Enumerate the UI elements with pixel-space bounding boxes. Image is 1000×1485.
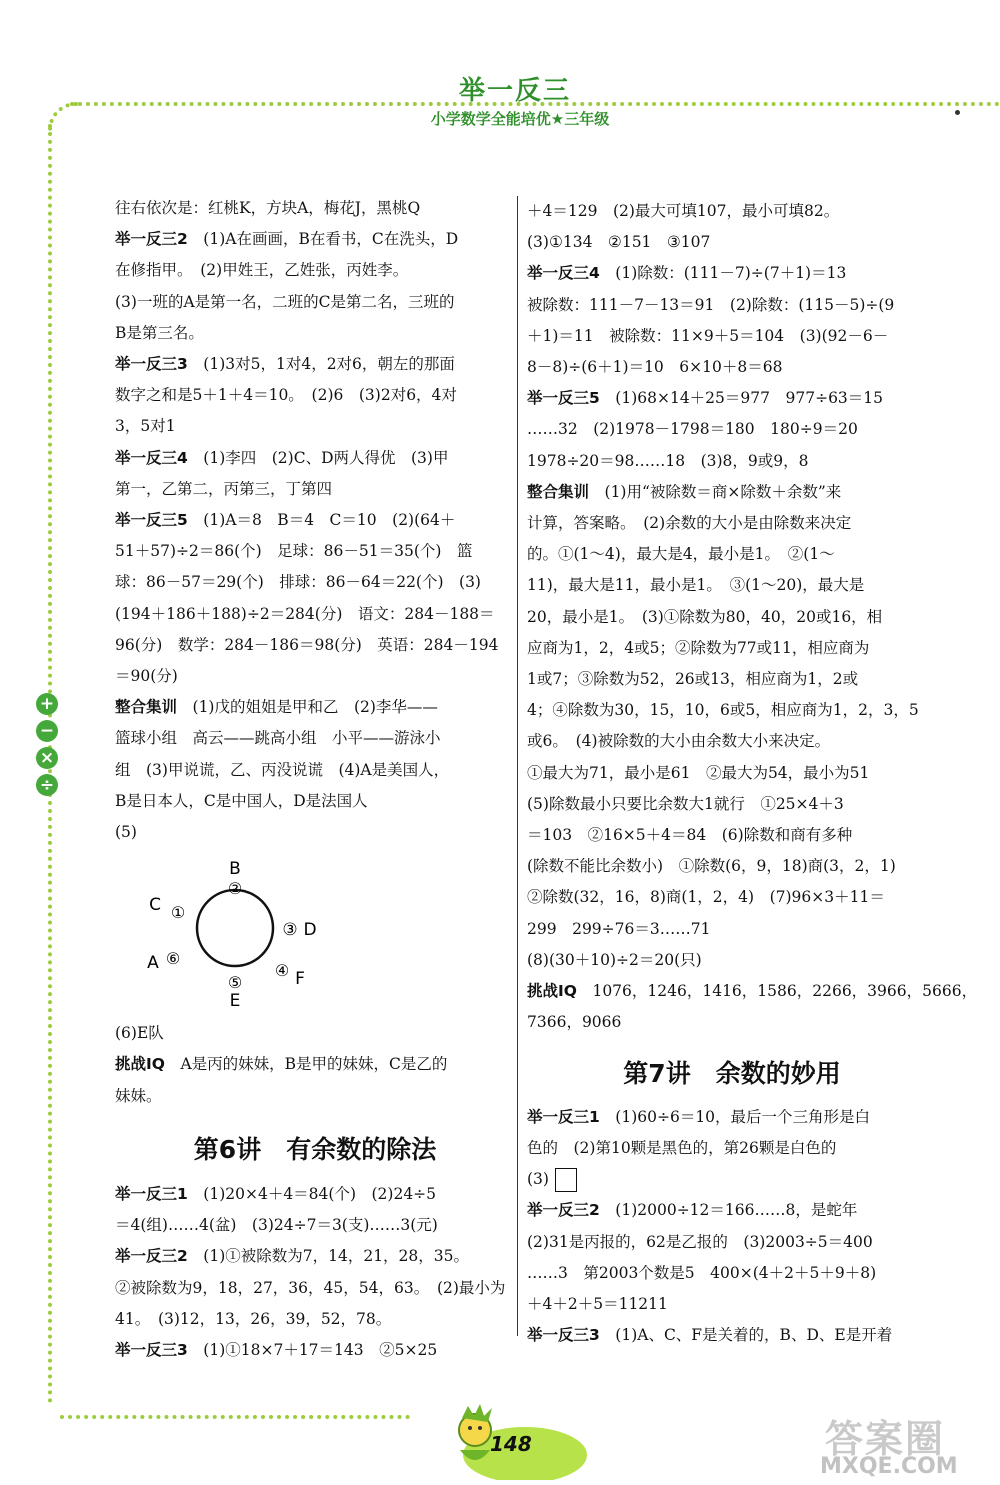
right-column: [527, 196, 978, 1351]
section-label: 挑战IQ: [115, 1055, 165, 1074]
section-text: (1)A、C、F是关着的，B、D、E是开着: [599, 1326, 893, 1345]
answer-line: 或6。 (4)被除数的大小由余数大小来决定。: [527, 732, 831, 751]
answer-line: 8－8)÷(6＋1)＝10 6×10＋8＝68: [527, 358, 783, 377]
answer-line: (8)(30＋10)÷2＝20(只): [527, 950, 702, 969]
section-text: (1)用“被除数＝商×除数＋余数”来: [589, 482, 842, 501]
answer-line: [527, 258, 937, 289]
answer-line: ＋1)＝11 被除数：11×9＋5＝104 (3)(92－6－: [527, 326, 889, 345]
answer-line: [115, 1049, 515, 1080]
answer-line: 第一，乙第二，丙第三，丁第四: [115, 479, 333, 498]
answer-line: [115, 505, 515, 536]
answer-line: ＋4＋2＋5＝11211: [527, 1294, 668, 1313]
answer-line: ……32 (2)1978－1798＝180 180÷9＝20: [527, 420, 858, 439]
column-divider: [517, 196, 518, 1336]
circle-diagram: [115, 848, 515, 1018]
answer-line: [115, 692, 515, 723]
lecture-6-answers: [115, 1179, 515, 1366]
answer-line: ＝90(分): [115, 667, 178, 686]
circle-diagram-svg: [145, 848, 345, 1018]
answer-line: 4；④除数为30，15，10，6或5，相应商为1，2，3，5: [527, 701, 919, 720]
answer-line: [115, 1335, 515, 1366]
section-text: (1)除数：(111－7)÷(7＋1)＝13: [599, 264, 847, 283]
plus-icon: +: [36, 693, 58, 715]
answer-line: 数字之和是5＋1＋4＝10。 (2)6 (3)2对6，4对: [115, 386, 457, 405]
diagram-number-3: ③: [282, 920, 298, 941]
answer-line: 3，5对1: [115, 417, 176, 436]
series-title: 举一反三: [458, 76, 571, 106]
answer-line: ②除数(32，16，8)商(1，2，4) (7)96×3＋11＝: [527, 888, 885, 907]
square-shape: [555, 1168, 577, 1192]
answer-line: 计算，答案略。 (2)余数的大小是由除数来决定: [527, 514, 852, 533]
answer-line: 299 299÷76＝3……71: [527, 919, 711, 938]
box-prefix: (3): [527, 1170, 549, 1189]
answer-line: [115, 1241, 515, 1272]
operator-icons: [36, 693, 66, 801]
answer-line: ＝103 ②16×5＋4＝84 (6)除数和商有多种: [527, 826, 853, 845]
answer-line: (2)31是丙报的，62是乙报的 (3)2003÷5＝400: [527, 1232, 873, 1251]
section-label: 举一反三1: [115, 1185, 188, 1204]
section-text: (1)A在画画，B在看书，C在洗头，D: [187, 230, 459, 249]
lecture-6-heading: 第6讲 有余数的除法: [193, 1134, 437, 1164]
answer-line: 7366，9066: [527, 1013, 622, 1032]
answer-line: [115, 224, 515, 255]
answer-line: B是第三名。: [115, 323, 204, 342]
left-after-answers: [115, 1018, 515, 1112]
answer-line: 在修指甲。 (2)甲姓王，乙姓张，丙姓李。: [115, 261, 409, 280]
answer-line: ①最大为71，最小是61 ②最大为54，最小为51: [527, 763, 870, 782]
answer-line: (5): [115, 823, 137, 842]
answer-line: 51＋57)÷2＝86(个) 足球：86－51＝35(个) 篮: [115, 542, 473, 561]
answer-line: 96(分) 数学：284－186＝98(分) 英语：284－194: [115, 635, 499, 654]
section-text: (1)戊的姐姐是甲和乙 (2)李华——: [177, 698, 438, 717]
section-label: 挑战IQ: [527, 982, 577, 1001]
diagram-letter-b: B: [229, 859, 241, 880]
diagram-letter-f: F: [295, 969, 305, 990]
section-text: (1)A＝8 B＝4 C＝10 (2)(64＋: [187, 511, 456, 530]
section-label: 举一反三5: [527, 389, 600, 408]
answer-line: [527, 1320, 937, 1351]
section-label: 举一反三4: [527, 264, 600, 283]
diagram-letter-e: E: [229, 991, 241, 1012]
section-label: 举一反三1: [527, 1107, 600, 1126]
section-text: A是丙的妹妹，B是甲的妹妹，C是乙的: [164, 1055, 448, 1074]
answer-line: (除数不能比余数小) ①除数(6，9，18)商(3，2，1): [527, 857, 896, 876]
answer-line: 的。①(1～4)，最大是4，最小是1。 ②(1～: [527, 545, 835, 564]
answer-line: (5)除数最小只要比余数大1就行 ①25×4＋3: [527, 794, 844, 813]
answer-line: 球：86－57＝29(个) 排球：86－64＝22(个) (3): [115, 573, 481, 592]
section-text: (1)60÷6＝10，最后一个三角形是白: [599, 1107, 871, 1126]
section-text: (1)①18×7＋17＝143 ②5×25: [187, 1341, 438, 1360]
diagram-letter-c: C: [149, 895, 161, 916]
answer-line: (3)①134 ②151 ③107: [527, 233, 711, 252]
answer-line: 被除数：111－7－13＝91 (2)除数：(115－5)÷(9: [527, 295, 895, 314]
left-answers: [115, 193, 515, 848]
diagram-letter-d: D: [303, 920, 317, 941]
answer-line: [115, 349, 515, 380]
diagram-number-6: ⑥: [165, 949, 181, 969]
section-text: (1)2000÷12＝166……8，是蛇年: [599, 1201, 858, 1220]
answer-line: ＋4＝129 (2)最大可填107，最小可填82。: [527, 202, 840, 220]
left-column: [115, 193, 515, 1366]
answer-line: (6)E队: [115, 1024, 164, 1043]
section-label: 举一反三3: [115, 1341, 188, 1360]
section-label: 举一反三3: [527, 1326, 600, 1345]
right-answers: [527, 196, 978, 1038]
answer-line: B是日本人，C是中国人，D是法国人: [115, 791, 368, 810]
minus-icon: −: [36, 720, 58, 742]
answer-line: (194＋186＋188)÷2＝284(分) 语文：284－188＝: [115, 604, 495, 623]
answer-line: [527, 976, 978, 1007]
diagram-number-4: ④: [274, 961, 290, 981]
lecture-7-heading: 第7讲 余数的妙用: [623, 1059, 841, 1089]
section-label: 整合集训: [115, 698, 178, 717]
watermark-url: MXQE.COM: [820, 1454, 958, 1479]
times-icon: ×: [36, 747, 58, 769]
section-text: 1076，1246，1416，1586，2266，3966，5666，: [576, 982, 978, 1001]
series-subtitle: 小学数学全能培优★三年级: [430, 110, 610, 128]
answer-line: 妹妹。: [115, 1086, 162, 1105]
answer-line: 11)，最大是11，最小是1。 ③(1～20)，最大是: [527, 576, 865, 595]
answer-line: [115, 1179, 515, 1210]
answer-line: 1978÷20＝98……18 (3)8，9或9，8: [527, 451, 809, 470]
answer-line: 41。 (3)12，13，26，39，52，78。: [115, 1309, 392, 1328]
section-label: 举一反三2: [115, 1247, 188, 1266]
answer-line: ②被除数为9，18，27，36，45，54，63。 (2)最小为: [115, 1278, 506, 1297]
section-text: (1)20×4＋4＝84(个) (2)24÷5: [187, 1185, 437, 1204]
answer-line: 应商为1，2，4或5；②除数为77或11，相应商为: [527, 638, 870, 657]
header-dot: [955, 110, 960, 115]
answer-line: [527, 477, 937, 508]
section-label: 整合集训: [527, 482, 590, 501]
section-text: (1)①被除数为7，14，21，28，35。: [187, 1247, 470, 1266]
answer-line: ……3 第2003个数是5 400×(4＋2＋5＋9＋8): [527, 1263, 877, 1282]
section-text: (1)3对5，1对4，2对6，朝左的那面: [187, 355, 455, 374]
circle-ring: [197, 890, 273, 966]
answer-line: (3)一班的A是第一名，二班的C是第二名，三班的: [115, 292, 455, 311]
answer-line: 20，最小是1。 (3)①除数为80，40，20或16，相: [527, 607, 883, 626]
answer-line: 1或7；③除数为52，26或13，相应商为1，2或: [527, 670, 859, 689]
section-label: 举一反三2: [527, 1201, 600, 1220]
section-label: 举一反三2: [115, 230, 188, 249]
frame-corner: [48, 102, 78, 132]
lecture-7-answers-a: [527, 1102, 937, 1164]
section-text: (1)68×14＋25＝977 977÷63＝15: [599, 389, 884, 408]
answer-line: 篮球小组 高云——跳高小组 小平——游泳小: [115, 729, 441, 748]
diagram-number-2: ②: [227, 879, 243, 899]
answer-line: [115, 443, 515, 474]
answer-line: ＝4(组)……4(盆) (3)24÷7＝3(支)……3(元): [115, 1216, 438, 1235]
divide-icon: ÷: [36, 774, 58, 796]
section-label: 举一反三5: [115, 511, 188, 530]
answer-box-line: [527, 1164, 937, 1195]
lecture-7-answers-b: [527, 1195, 937, 1351]
section-label: 举一反三4: [115, 448, 188, 467]
section-label: 举一反三3: [115, 355, 188, 374]
answer-line: [527, 1195, 937, 1226]
answer-line: 往右依次是：红桃K，方块A，梅花J，黑桃Q: [115, 199, 421, 217]
diagram-number-5: ⑤: [227, 973, 243, 993]
answer-line: 色的 (2)第10颗是黑色的，第26颗是白色的: [527, 1138, 837, 1157]
diagram-number-1: ①: [170, 903, 186, 923]
answer-line: 组 (3)甲说谎，乙、丙没说谎 (4)A是美国人，: [115, 760, 450, 779]
diagram-letter-a: A: [147, 953, 159, 974]
frame-bottom-border: [60, 1415, 410, 1419]
answer-line: [527, 1102, 937, 1133]
answer-line: [527, 383, 937, 414]
watermark-logo: 答案圈: [825, 1417, 946, 1461]
page-number: 148: [490, 1432, 532, 1456]
section-text: (1)李四 (2)C、D两人得优 (3)甲: [187, 448, 449, 467]
